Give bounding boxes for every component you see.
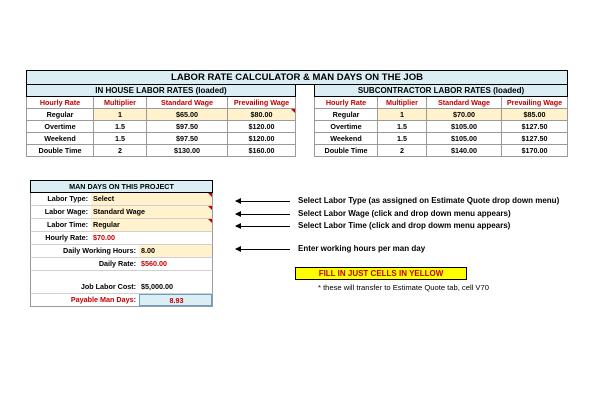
table-row xyxy=(315,133,568,145)
arrow-left-icon xyxy=(236,226,290,227)
payable-row xyxy=(30,294,213,307)
multiplier-cell: 1.5 xyxy=(378,133,427,145)
table-row xyxy=(315,109,568,121)
column-header: Standard Wage xyxy=(427,97,502,109)
daily-hours-label: Daily Working Hours: xyxy=(63,246,136,255)
hourly-rate-value: $70.00 xyxy=(91,232,212,244)
table-row xyxy=(27,133,296,145)
man-days-title: MAN DAYS ON THIS PROJECT xyxy=(30,180,213,193)
row-label: Overtime xyxy=(315,121,378,133)
job-cost-label: Job Labor Cost: xyxy=(80,282,136,291)
labor-time-select[interactable]: Regular xyxy=(91,219,212,231)
labor-time-label: Labor Time: xyxy=(46,220,88,229)
column-header: Prevailing Wage xyxy=(228,97,296,109)
daily-rate-value: $560.00 xyxy=(139,258,212,270)
labor-wage-row xyxy=(30,206,213,219)
prevailing-wage-cell: $120.00 xyxy=(228,133,296,145)
prevailing-wage-cell: $127.50 xyxy=(502,121,568,133)
column-header: Multiplier xyxy=(94,97,147,109)
in-house-caption: IN HOUSE LABOR RATES (loaded) xyxy=(27,85,296,97)
column-header: Standard Wage xyxy=(147,97,228,109)
row-label: Overtime xyxy=(27,121,94,133)
row-label: Double Time xyxy=(315,145,378,157)
in-house-rates-table xyxy=(26,84,296,157)
spacer xyxy=(30,271,213,281)
prevailing-wage-cell: $170.00 xyxy=(502,145,568,157)
row-label: Weekend xyxy=(315,133,378,145)
subcontractor-caption: SUBCONTRACTOR LABOR RATES (loaded) xyxy=(315,85,568,97)
subcontractor-rates-table xyxy=(314,84,568,157)
note-hours: Enter working hours per man day xyxy=(298,244,426,253)
table-row xyxy=(27,145,296,157)
multiplier-cell: 1.5 xyxy=(94,133,147,145)
multiplier-cell: 2 xyxy=(94,145,147,157)
table-row xyxy=(315,145,568,157)
column-header: Hourly Rate xyxy=(315,97,378,109)
column-header: Prevailing Wage xyxy=(502,97,568,109)
standard-wage-cell: $105.00 xyxy=(427,121,502,133)
standard-wage-cell: $97.50 xyxy=(147,121,228,133)
daily-hours-input[interactable]: 8.00 xyxy=(139,245,212,257)
arrow-left-icon xyxy=(236,249,290,250)
labor-type-label: Labor Type: xyxy=(47,194,88,203)
prevailing-wage-cell[interactable]: $80.00 xyxy=(228,109,296,121)
daily-rate-row xyxy=(30,258,213,271)
standard-wage-cell[interactable]: $70.00 xyxy=(427,109,502,121)
row-label: Double Time xyxy=(27,145,94,157)
job-cost-row xyxy=(30,281,213,294)
payable-label: Payable Man Days: xyxy=(70,295,136,304)
multiplier-cell: 2 xyxy=(378,145,427,157)
standard-wage-cell: $105.00 xyxy=(427,133,502,145)
column-header: Hourly Rate xyxy=(27,97,94,109)
job-cost-value: $5,000.00 xyxy=(139,281,212,293)
row-label: Weekend xyxy=(27,133,94,145)
table-row xyxy=(315,121,568,133)
hourly-rate-label: Hourly Rate: xyxy=(45,233,88,242)
prevailing-wage-cell[interactable]: $85.00 xyxy=(502,109,568,121)
labor-wage-select[interactable]: Standard Wage xyxy=(91,206,212,218)
daily-rate-label: Daily Rate: xyxy=(98,259,136,268)
fill-instruction: FILL IN JUST CELLS IN YELLOW xyxy=(295,267,467,280)
labor-type-select[interactable]: Select xyxy=(91,193,212,205)
multiplier-cell: 1.5 xyxy=(94,121,147,133)
prevailing-wage-cell: $160.00 xyxy=(228,145,296,157)
arrow-left-icon xyxy=(236,201,290,202)
row-label: Regular xyxy=(27,109,94,121)
note-labor-time: Select Labor Time (click and drop dowm menu appears) xyxy=(298,221,511,230)
prevailing-wage-cell: $120.00 xyxy=(228,121,296,133)
standard-wage-cell: $97.50 xyxy=(147,133,228,145)
labor-time-row xyxy=(30,219,213,232)
daily-hours-row xyxy=(30,245,213,258)
standard-wage-cell: $130.00 xyxy=(147,145,228,157)
standard-wage-cell: $140.00 xyxy=(427,145,502,157)
multiplier-cell[interactable]: 1 xyxy=(378,109,427,121)
labor-wage-label: Labor Wage: xyxy=(44,207,88,216)
man-days-panel xyxy=(30,180,213,307)
note-labor-wage: Select Labor Wage (click and drop down menu appears) xyxy=(298,209,511,218)
payable-value: 8.93 xyxy=(139,294,212,306)
hourly-rate-row xyxy=(30,232,213,245)
sheet-title: LABOR RATE CALCULATOR & MAN DAYS ON THE JOB xyxy=(26,70,568,85)
standard-wage-cell[interactable]: $65.00 xyxy=(147,109,228,121)
table-row xyxy=(27,121,296,133)
row-label: Regular xyxy=(315,109,378,121)
note-labor-type: Select Labor Type (as assigned on Estimate Quote drop down menu) xyxy=(298,196,560,205)
arrow-left-icon xyxy=(236,214,290,215)
multiplier-cell: 1.5 xyxy=(378,121,427,133)
prevailing-wage-cell: $127.50 xyxy=(502,133,568,145)
footnote: * these will transfer to Estimate Quote tab, cell V70 xyxy=(318,283,489,292)
labor-type-row xyxy=(30,193,213,206)
column-header: Multiplier xyxy=(378,97,427,109)
table-row xyxy=(27,109,296,121)
multiplier-cell[interactable]: 1 xyxy=(94,109,147,121)
